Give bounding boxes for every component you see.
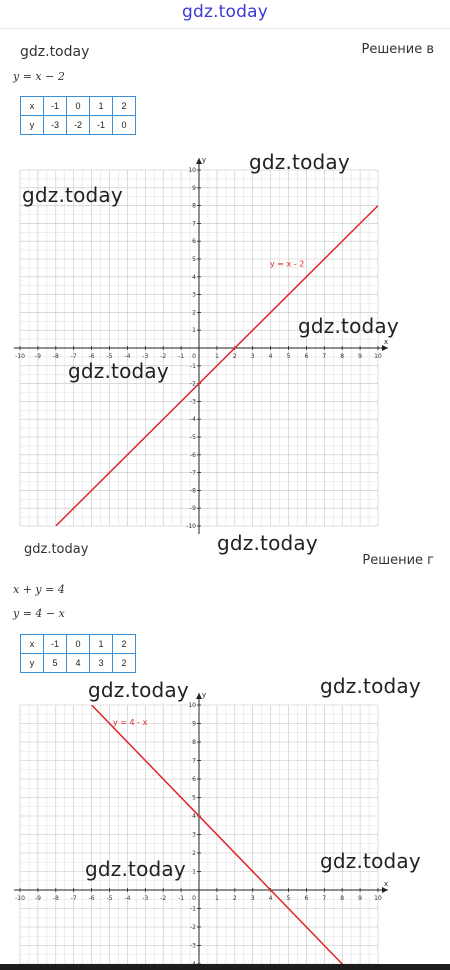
- y-tick-label: -4: [190, 416, 196, 424]
- table-cell: -1: [90, 116, 113, 135]
- origin-label: 0: [192, 895, 196, 902]
- y-tick-label: -7: [190, 469, 196, 477]
- table-cell: -2: [67, 116, 90, 135]
- table-cell: 2: [113, 97, 136, 116]
- table-cell: 2: [113, 654, 136, 673]
- x-tick-label: -7: [70, 895, 77, 902]
- y-tick-label: -3: [190, 942, 196, 950]
- site-title[interactable]: gdz.today: [181, 2, 269, 22]
- table-cell: x: [21, 97, 44, 116]
- table-cell: 2: [113, 635, 136, 654]
- y-tick-label: 2: [192, 309, 196, 317]
- table-cell: 0: [113, 116, 136, 135]
- y-tick-label: 8: [192, 202, 196, 210]
- x-tick-label: -3: [142, 353, 149, 360]
- x-tick-label: 10: [374, 895, 382, 902]
- y-tick-label: -2: [190, 924, 196, 931]
- x-tick-label: -6: [88, 353, 95, 360]
- x-tick-label: 9: [358, 895, 363, 902]
- y-tick-label: 7: [192, 757, 196, 765]
- y-tick-label: -5: [190, 434, 196, 441]
- y-tick-label: 6: [192, 776, 196, 783]
- x-tick-label: -2: [160, 895, 167, 902]
- x-axis-label: x: [384, 880, 389, 888]
- y-tick-label: 8: [192, 739, 196, 746]
- table-cell: -1: [44, 97, 67, 116]
- x-tick-label: 2: [232, 895, 237, 902]
- watermark: gdz.today: [68, 359, 169, 383]
- y-tick-label: -1: [190, 362, 196, 370]
- origin-label: 0: [192, 353, 196, 360]
- y-tick-label: 3: [192, 831, 196, 839]
- table-cell: -3: [44, 116, 67, 135]
- y-tick-label: -6: [190, 451, 196, 459]
- table-cell: y: [21, 654, 44, 673]
- y-tick-label: 6: [192, 238, 196, 246]
- y-tick-label: 7: [192, 220, 196, 228]
- watermark-small: gdz.today: [24, 542, 89, 557]
- x-tick-label: -3: [142, 895, 149, 902]
- x-tick-label: -5: [106, 895, 113, 902]
- watermark-small: gdz.today: [20, 44, 90, 60]
- solution-heading-v: Решение в: [361, 42, 434, 57]
- x-tick-label: -4: [124, 353, 131, 360]
- line-label: y = x - 2: [270, 259, 305, 269]
- table-cell: 0: [67, 97, 90, 116]
- x-tick-label: -10: [15, 895, 25, 902]
- equation-v: y = x − 2: [13, 70, 65, 83]
- y-axis-label: y: [202, 691, 207, 699]
- watermark: gdz.today: [249, 150, 350, 174]
- x-tick-label: -6: [88, 895, 95, 902]
- watermark: gdz.today: [298, 314, 399, 338]
- line-label: y = 4 - x: [113, 717, 148, 727]
- x-tick-label: -8: [52, 895, 59, 902]
- x-tick-label: -9: [34, 895, 41, 902]
- equation-g-1: x + y = 4: [13, 583, 65, 596]
- x-tick-label: -8: [52, 353, 59, 360]
- x-tick-label: 8: [340, 353, 345, 360]
- table-cell: 4: [67, 654, 90, 673]
- solution-heading-g: Решение г: [362, 553, 434, 568]
- table-cell: 1: [90, 635, 113, 654]
- table-cell: 5: [44, 654, 67, 673]
- y-tick-label: 9: [192, 720, 196, 728]
- table-cell: 3: [90, 654, 113, 673]
- x-tick-label: -4: [124, 895, 131, 902]
- y-tick-label: -10: [186, 523, 196, 530]
- x-tick-label: 6: [304, 895, 309, 902]
- x-tick-label: 1: [214, 353, 219, 360]
- x-tick-label: 5: [286, 895, 291, 902]
- watermark: gdz.today: [320, 674, 421, 698]
- x-tick-label: -1: [178, 895, 185, 902]
- x-tick-label: 4: [268, 353, 273, 360]
- watermark: gdz.today: [85, 857, 186, 881]
- y-tick-label: 4: [192, 813, 196, 820]
- x-tick-label: 10: [374, 353, 382, 360]
- y-axis-label: y: [202, 156, 207, 164]
- table-cell: y: [21, 116, 44, 135]
- x-tick-label: 9: [358, 353, 363, 360]
- x-tick-label: 3: [250, 895, 255, 902]
- x-tick-label: 4: [268, 895, 273, 902]
- y-tick-label: -3: [190, 398, 196, 406]
- table-cell: x: [21, 635, 44, 654]
- y-tick-label: 3: [192, 291, 196, 299]
- x-tick-label: 7: [322, 353, 327, 360]
- x-tick-label: 1: [214, 895, 219, 902]
- y-tick-label: -8: [190, 487, 196, 495]
- watermark: gdz.today: [217, 531, 318, 555]
- equation-g-2: y = 4 − x: [13, 607, 65, 620]
- x-axis-label: x: [384, 338, 389, 346]
- x-tick-label: -10: [15, 353, 25, 360]
- table-cell: 1: [90, 97, 113, 116]
- x-tick-label: -1: [178, 353, 185, 360]
- bottom-bar: [0, 964, 450, 970]
- y-tick-label: -1: [190, 905, 196, 913]
- y-tick-label: 9: [192, 184, 196, 192]
- y-tick-label: 4: [192, 273, 196, 281]
- x-tick-label: 6: [304, 353, 309, 360]
- table-cell: 0: [67, 635, 90, 654]
- x-tick-label: 7: [322, 895, 327, 902]
- y-tick-label: 10: [188, 702, 196, 709]
- y-tick-label: 1: [192, 868, 196, 876]
- table-cell: -1: [44, 635, 67, 654]
- x-tick-label: 5: [286, 353, 291, 360]
- x-tick-label: -5: [106, 353, 113, 360]
- watermark: gdz.today: [22, 183, 123, 207]
- y-tick-label: -2: [190, 380, 196, 388]
- x-tick-label: -2: [160, 353, 167, 360]
- x-tick-label: 3: [250, 353, 255, 360]
- x-tick-label: -9: [34, 353, 41, 360]
- x-tick-label: 2: [232, 353, 237, 360]
- watermark: gdz.today: [320, 849, 421, 873]
- y-tick-label: 5: [192, 794, 196, 802]
- y-tick-label: -9: [190, 505, 196, 513]
- x-tick-label: 8: [340, 895, 345, 902]
- y-tick-label: 5: [192, 256, 196, 263]
- y-tick-label: 10: [188, 167, 196, 174]
- y-tick-label: 2: [192, 850, 196, 857]
- y-tick-label: 1: [192, 327, 196, 335]
- watermark: gdz.today: [88, 678, 189, 702]
- x-tick-label: -7: [70, 353, 77, 360]
